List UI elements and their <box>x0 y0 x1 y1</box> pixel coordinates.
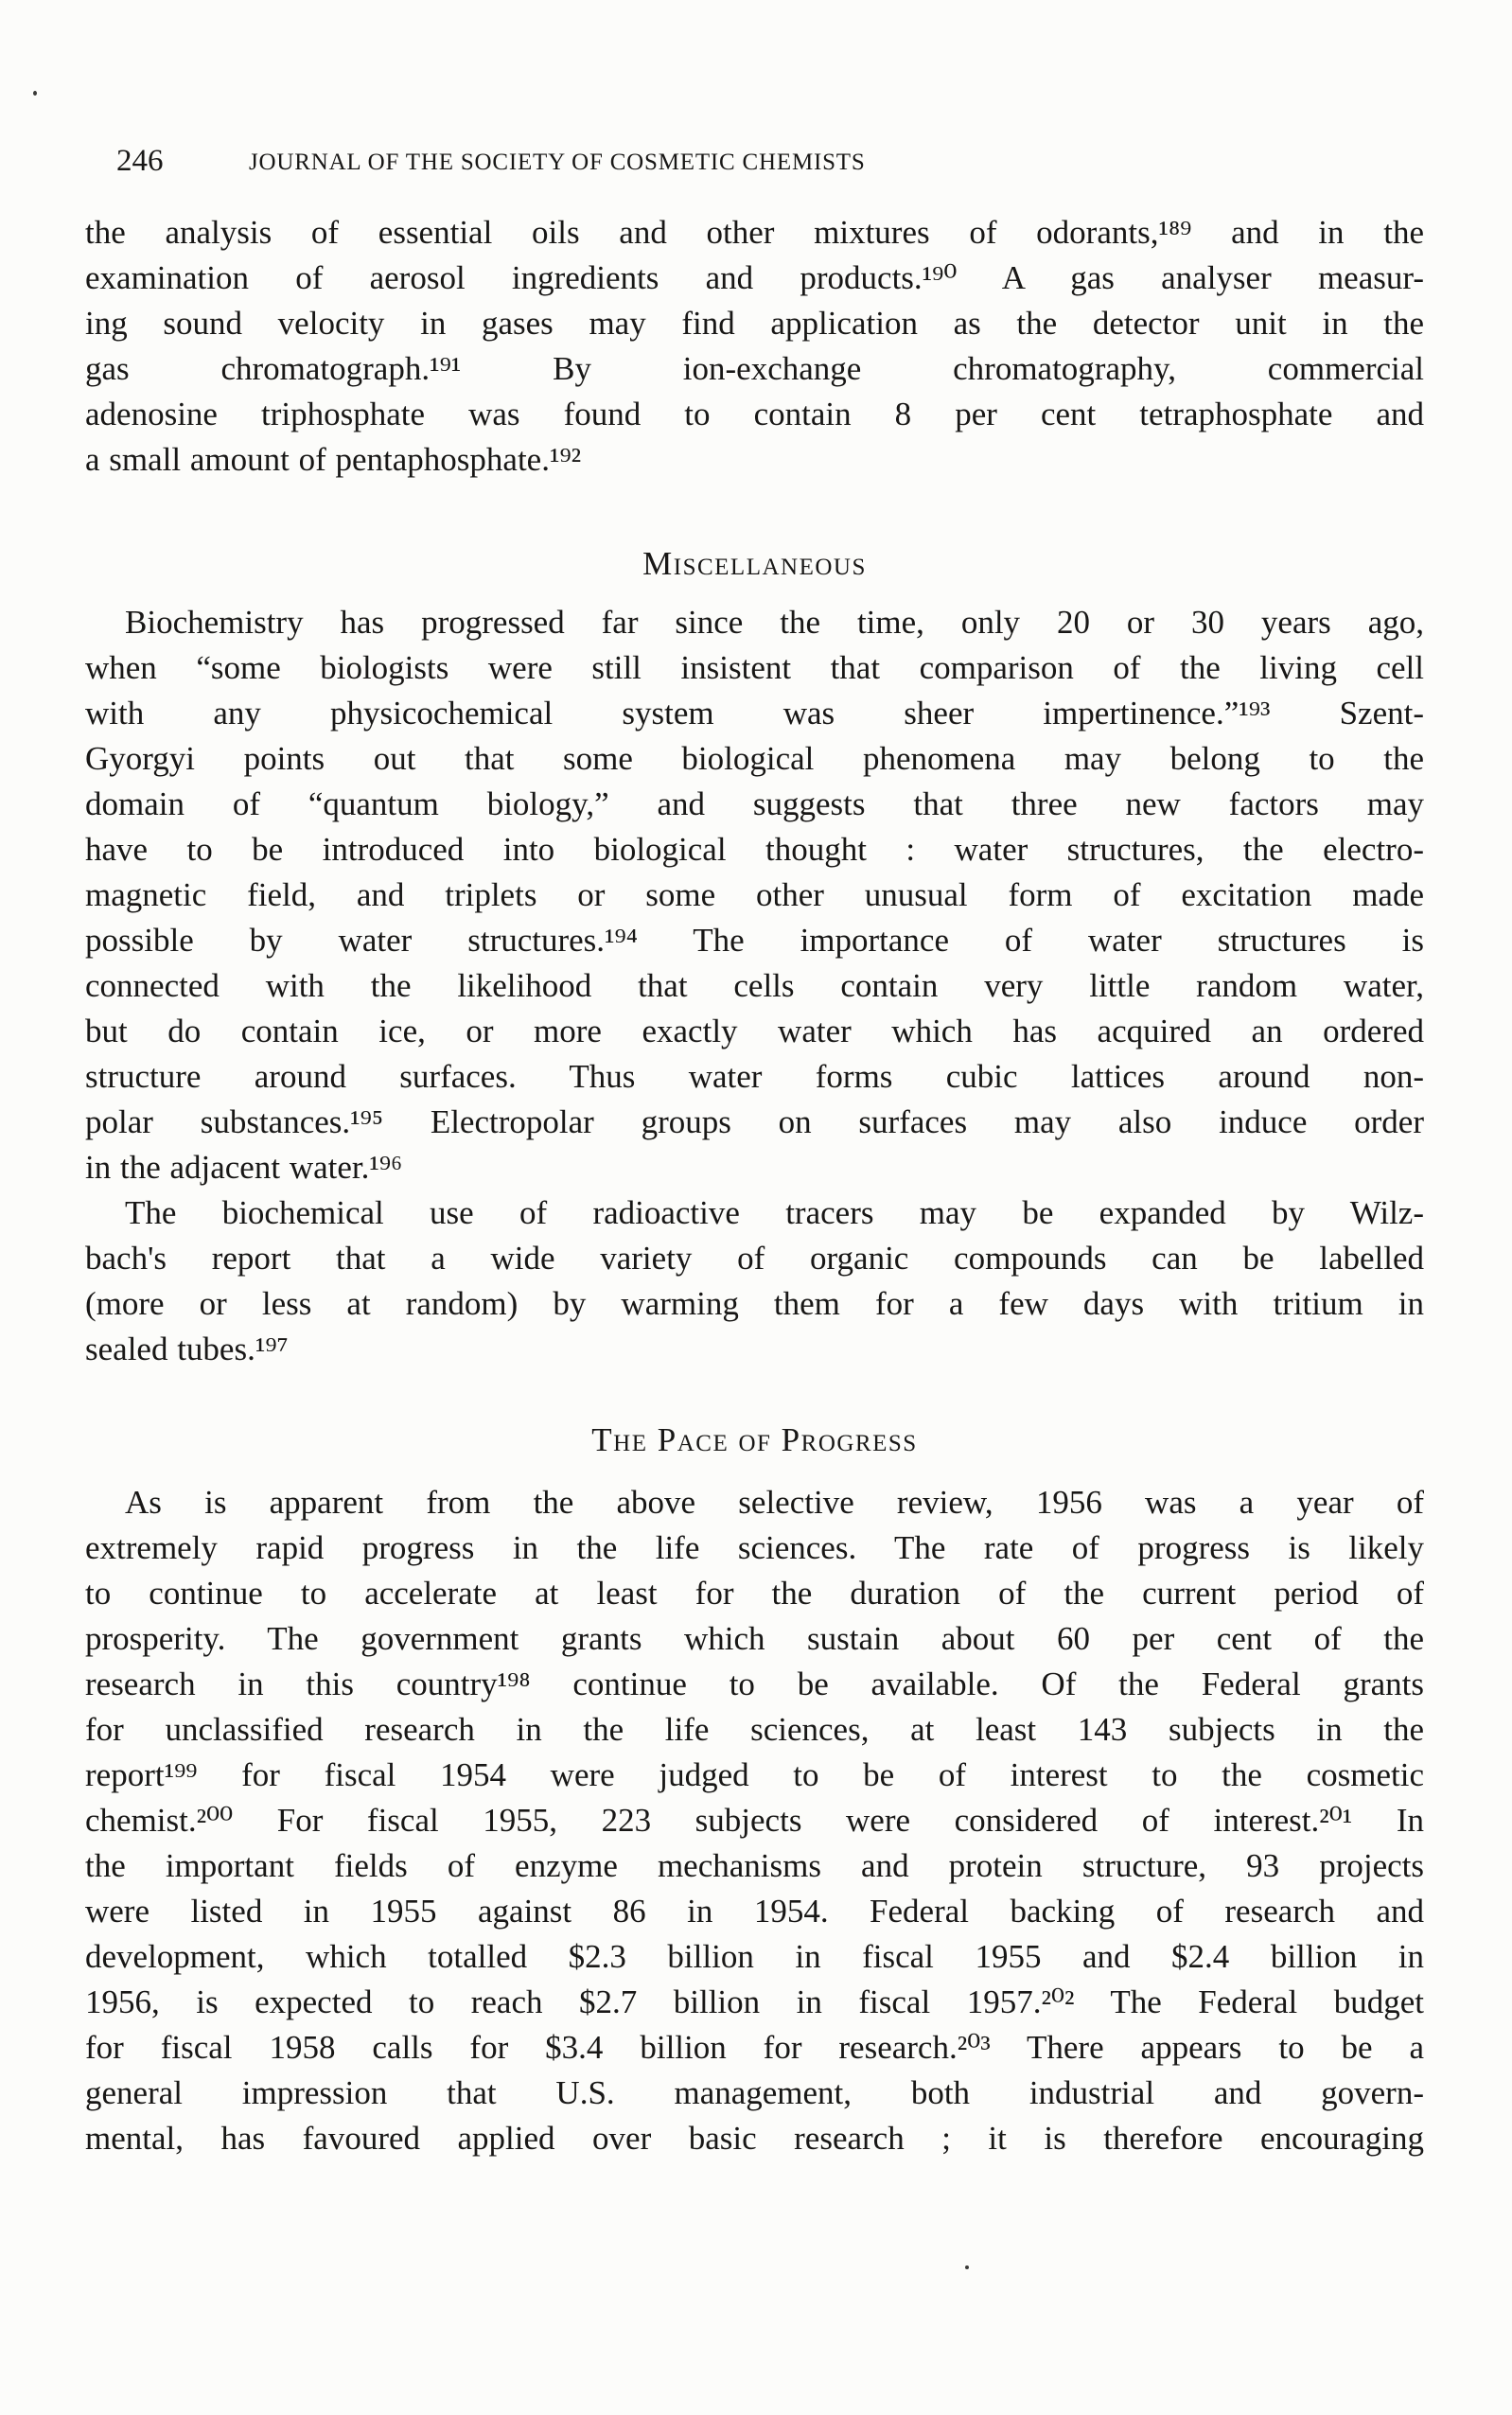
text-line: prosperity. The government grants which sustain about 60 per cent of the <box>85 1620 1424 1657</box>
text-line: chemist.²⁰⁰ For fiscal 1955, 223 subjects were considered of interest.²⁰¹ In <box>85 1802 1424 1839</box>
paragraph-intro <box>85 210 1424 483</box>
text-line: 1956, is expected to reach $2.7 billion in fiscal 1957.²⁰² The Federal budget <box>85 1983 1424 2020</box>
text-line: sealed tubes.¹⁹⁷ <box>85 1331 289 1367</box>
running-title: JOURNAL OF THE SOCIETY OF COSMETIC CHEMISTS <box>249 150 866 175</box>
paragraph-pace-of-progress <box>85 1480 1424 2161</box>
text-line: structure around surfaces. Thus water forms cubic lattices around non- <box>85 1058 1424 1095</box>
text-line: As is apparent from the above selective review, 1956 was a year of <box>125 1484 1424 1521</box>
text-line: were listed in 1955 against 86 in 1954. Federal backing of research and <box>85 1893 1424 1930</box>
paragraph-biochemistry <box>85 600 1424 1190</box>
text-line: report¹⁹⁹ for fiscal 1954 were judged to be of interest to the cosmetic <box>85 1756 1424 1793</box>
text-line: Biochemistry has progressed far since the time, only 20 or 30 years ago, <box>125 604 1424 641</box>
text-line: adenosine triphosphate was found to contain 8 per cent tetraphosphate and <box>85 396 1424 432</box>
text-line: The biochemical use of radioactive tracers may be expanded by Wilz- <box>125 1194 1424 1231</box>
text-line: bach's report that a wide variety of organic compounds can be labelled <box>85 1240 1424 1277</box>
text-line: ing sound velocity in gases may find application as the detector unit in the <box>85 305 1424 342</box>
text-line: magnetic field, and triplets or some other unusual form of excitation made <box>85 876 1424 913</box>
text-line: to continue to accelerate at least for the duration of the current period of <box>85 1575 1424 1612</box>
text-line: domain of “quantum biology,” and suggests that three new factors may <box>85 785 1424 822</box>
text-line: for fiscal 1958 calls for $3.4 billion for research.²⁰³ There appears to be a <box>85 2029 1424 2066</box>
text-line: with any physicochemical system was sheer impertinence.”¹⁹³ Szent- <box>85 695 1424 732</box>
text-line: extremely rapid progress in the life sciences. The rate of progress is likely <box>85 1529 1424 1566</box>
ink-speck <box>33 91 37 96</box>
text-line: the analysis of essential oils and other mixtures of odorants,¹⁸⁹ and in the <box>85 214 1424 251</box>
ink-speck <box>965 2265 969 2269</box>
text-column <box>85 210 1424 2161</box>
text-line: possible by water structures.¹⁹⁴ The importance of water structures is <box>85 922 1424 959</box>
text-line: a small amount of pentaphosphate.¹⁹² <box>85 441 582 478</box>
section-heading-miscellaneous: Miscellaneous <box>642 545 867 582</box>
text-line: development, which totalled $2.3 billion in fiscal 1955 and $2.4 billion in <box>85 1938 1424 1975</box>
text-line: for unclassified research in the life sciences, at least 143 subjects in the <box>85 1711 1424 1748</box>
text-line: gas chromatograph.¹⁹¹ By ion-exchange chromatography, commercial <box>85 350 1424 387</box>
section-heading-pace-of-progress: The Pace of Progress <box>591 1421 918 1458</box>
text-line: polar substances.¹⁹⁵ Electropolar groups on surfaces may also induce order <box>85 1103 1424 1140</box>
text-line: connected with the likelihood that cells contain very little random water, <box>85 967 1424 1004</box>
running-head <box>116 142 1424 185</box>
text-line: but do contain ice, or more exactly water which has acquired an ordered <box>85 1013 1424 1049</box>
text-line: examination of aerosol ingredients and products.¹⁹⁰ A gas analyser measur- <box>85 259 1424 296</box>
text-line: when “some biologists were still insistent that comparison of the living cell <box>85 649 1424 686</box>
text-line: (more or less at random) by warming them for a few days with tritium in <box>85 1285 1424 1322</box>
text-line: Gyorgyi points out that some biological phenomena may belong to the <box>85 740 1424 777</box>
paragraph-radioactive-tracers <box>85 1190 1424 1372</box>
text-line: general impression that U.S. management, both industrial and govern- <box>85 2074 1424 2111</box>
text-line: have to be introduced into biological thought : water structures, the electro- <box>85 831 1424 868</box>
text-line: the important fields of enzyme mechanisms and protein structure, 93 projects <box>85 1847 1424 1884</box>
page-number: 246 <box>116 144 164 178</box>
text-line: mental, has favoured applied over basic research ; it is therefore encouraging <box>85 2120 1424 2157</box>
text-line: in the adjacent water.¹⁹⁶ <box>85 1149 403 1186</box>
text-line: research in this country¹⁹⁸ continue to be available. Of the Federal grants <box>85 1666 1424 1702</box>
